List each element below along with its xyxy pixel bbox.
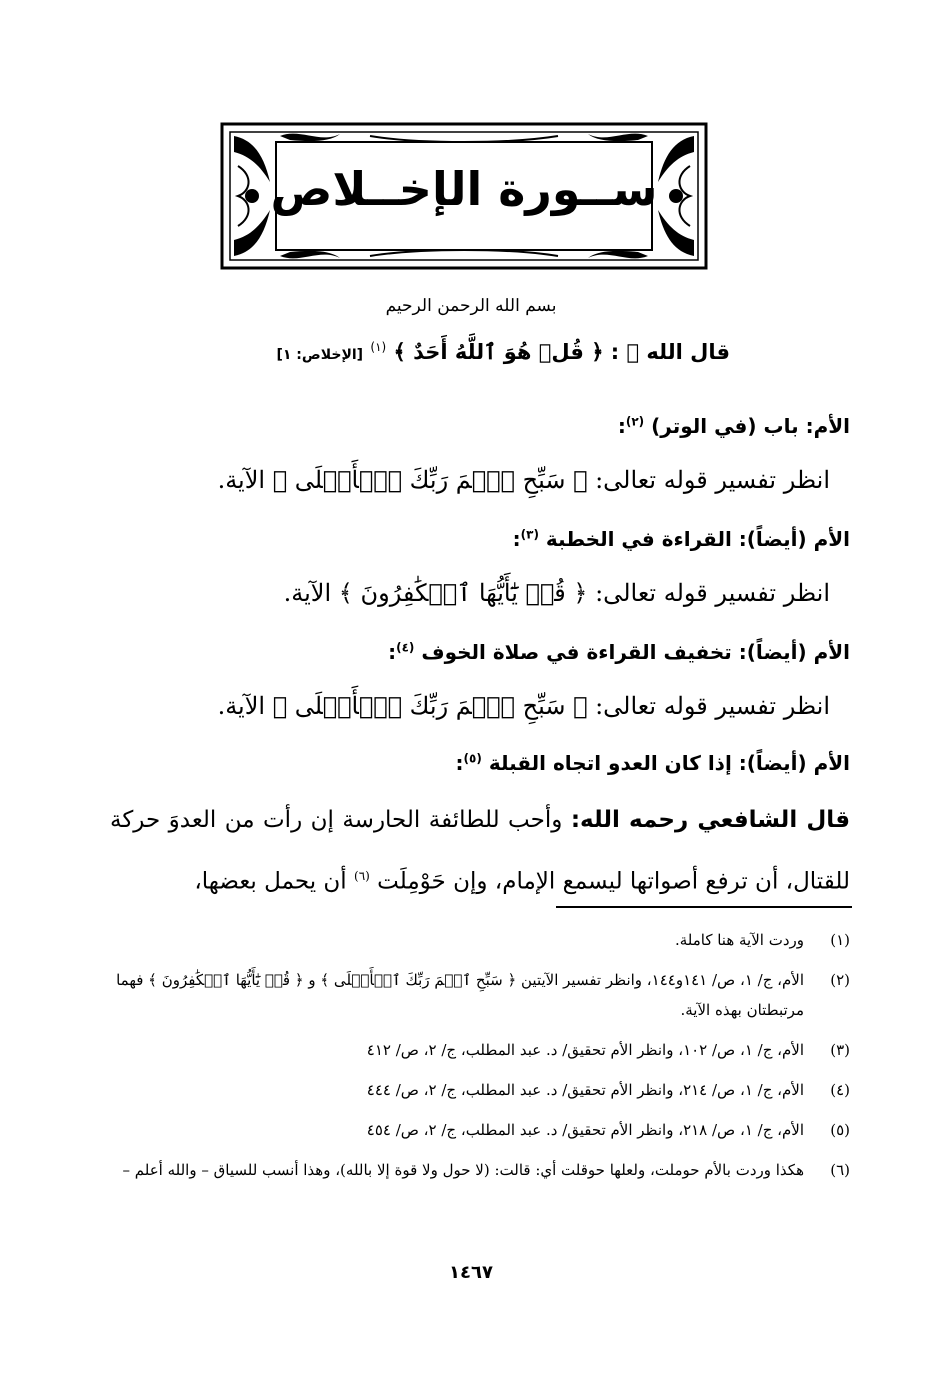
footnote-text: الأم، ج/ ١، ص/ ٢١٤، وانظر الأم تحقيق/ د. عبد المطلب، ج/ ٢، ص/ ٤٤٤ [366, 1081, 804, 1099]
footnote-ref-4: (٤) [396, 640, 415, 655]
footnote-ref-1: (١) [370, 340, 387, 354]
heading-text: الأم (أيضاً): القراءة في الخطبة [545, 527, 850, 551]
footnote-number: (٢) [830, 971, 850, 989]
surah-title-frame [220, 122, 708, 270]
section-heading-khawf [388, 640, 850, 664]
basmala: بسم الله الرحمن الرحيم [385, 296, 557, 316]
footnote-item [108, 1035, 850, 1065]
surah-title: ســورة الإخــلاص [270, 162, 658, 216]
footnote-number: (١) [830, 931, 850, 949]
footnote-ref-5: (٥) [463, 751, 482, 766]
section-heading-witr [618, 414, 850, 438]
footnote-number: (٤) [830, 1081, 850, 1099]
footnote-number: (٥) [830, 1121, 850, 1139]
heading-colon: : [617, 414, 626, 438]
footnote-ref-3: (٣) [520, 527, 539, 542]
verse-line [230, 340, 730, 364]
heading-text: الأم (أيضاً): إذا كان العدو اتجاه القبلة [488, 751, 850, 775]
footnotes [108, 925, 850, 1195]
paragraph-text-end: أن يحمل بعضها، [194, 868, 355, 895]
footnote-ref-6: (٦) [354, 869, 370, 883]
footnote-text: وردت الآية هنا كاملة. [674, 931, 804, 949]
paragraph-text: وأحب للطائفة الحارسة إن رأت من العدوَ حركة للقتال، أن ترفع أصواتها ليسمع الإمام، وإن حَوْمِلَت [110, 807, 850, 895]
heading-text: الأم: باب (في الوتر) [651, 414, 850, 438]
heading-colon: : [388, 640, 397, 664]
footnote-number: (٦) [830, 1161, 850, 1179]
footnote-text: الأم، ج/ ١، ص/ ٢١٨، وانظر الأم تحقيق/ د. عبد المطلب، ج/ ٢، ص/ ٤٥٤ [366, 1121, 804, 1139]
section-heading-khutba [513, 527, 850, 551]
footnote-item [108, 925, 850, 955]
shafii-paragraph [110, 792, 850, 910]
footnote-item [108, 965, 850, 1025]
footnote-divider [556, 906, 852, 908]
heading-text: الأم (أيضاً): تخفيف القراءة في صلاة الخوف [421, 640, 850, 664]
section-body-khawf: انظر تفسير قوله تعالى: ﴿ سَبِّحِ ٱسۡمَ رَبِّكَ ٱلۡأَعۡلَى ﴾ الآية. [217, 692, 830, 720]
footnote-text: الأم، ج/ ١، ص/ ١٠٢، وانظر الأم تحقيق/ د. عبد المطلب، ج/ ٢، ص/ ٤١٢ [366, 1041, 804, 1059]
footnote-ref-2: (٢) [625, 414, 645, 429]
footnote-item [108, 1115, 850, 1145]
footnote-number: (٣) [830, 1041, 850, 1059]
footnote-text: الأم، ج/ ١، ص/ ١٤١و١٤٤، وانظر تفسير الآيتين ﴿ سَبِّحِ ٱسۡمَ رَبِّكَ ٱلۡأَعۡلَى ﴾ و ﴿ قُلۡ يَٰٓأَيُّهَا ٱلۡكَٰفِرُونَ ﴾ فهما مرتبطتان بهذه الآية. [116, 971, 804, 1019]
paragraph-speaker: قال الشافعي رحمه الله: [570, 807, 850, 833]
page-number: ١٤٦٧ [449, 1262, 493, 1283]
footnote-item [108, 1075, 850, 1105]
section-heading-qibla [456, 751, 850, 775]
section-body-khutba: انظر تفسير قوله تعالى: ﴿ قُلۡ يَٰٓأَيُّهَا ٱلۡكَٰفِرُونَ ﴾ الآية. [283, 579, 830, 607]
section-body-witr: انظر تفسير قوله تعالى: ﴿ سَبِّحِ ٱسۡمَ رَبِّكَ ٱلۡأَعۡلَى ﴾ الآية. [217, 466, 830, 494]
verse-intro: قال الله ﷻ : ﴿ قُلۡ هُوَ ٱللَّهُ أَحَدٌ ﴾ [393, 340, 730, 364]
verse-reference: [الإخلاص: ١] [276, 347, 364, 363]
footnote-text: هكذا وردت بالأم حوملت، ولعلها حوقلت أي: قالت: (لا حول ولا قوة إلا بالله)، وهذا أنسب للسياق – والله أعلم – [122, 1161, 804, 1179]
footnote-item [108, 1155, 850, 1185]
heading-colon: : [512, 527, 521, 551]
heading-colon: : [455, 751, 464, 775]
